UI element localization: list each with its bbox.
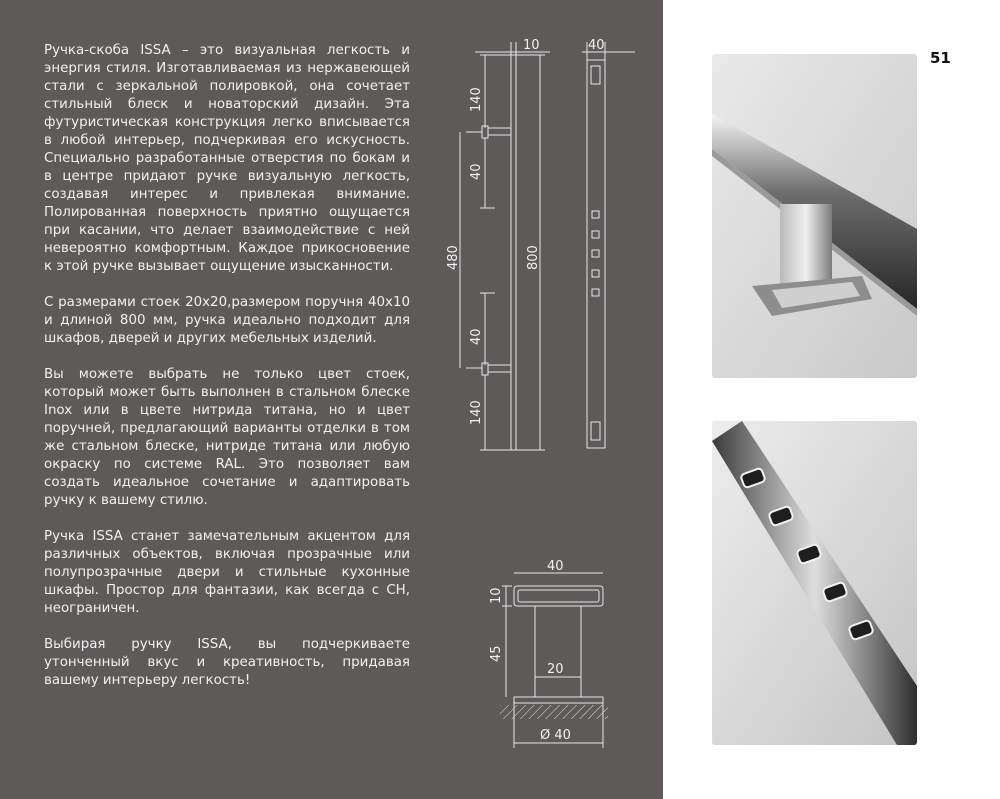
- dim-base-diameter: Ø 40: [540, 728, 571, 743]
- dim-front-width: 40: [588, 38, 605, 53]
- dim-bar-width: 40: [547, 559, 564, 574]
- description-text: [44, 42, 410, 708]
- handle-holes-photo: [712, 421, 917, 745]
- dim-center-distance: 480: [446, 245, 461, 270]
- paragraph-4: Ручка ISSA станет замечательным акцентом для различных объектов, включая прозрачные или полупрозрачные двери и стильные кухонные шкафы. Простор для фантазии, как всегда с CH, неограничен.: [44, 529, 410, 616]
- paragraph-1: Ручка-скоба ISSA – это визуальная легкость и энергия стиля. Изготавливаемая из нержавеющей стали с зеркальной полировкой, она сочетает стильный блеск и новаторский дизайн. Эта футуристическая конструкция легко вписывается в любой интерьер, подчеркивая его искусность. Специально разработанные отверстия по бокам и в центре придают ручке визуальную легкость, создавая интерес и привлекая внимание. Полированная поверхность приятно ощущается при касании, что делает взаимодействие с ней невероятно комфортным. Каждое прикосновение к этой ручке вызывает ощущение изысканности.: [44, 43, 410, 274]
- dim-offset-bottom: 140: [469, 400, 484, 425]
- dim-total-length: 800: [526, 245, 541, 270]
- dim-offset-top: 140: [469, 87, 484, 112]
- paragraph-5: Выбирая ручку ISSA, вы подчеркиваете утонченный вкус и креативность, придавая вашему интерьеру легкость!: [44, 637, 410, 688]
- dim-post-top: 40: [469, 163, 484, 180]
- paragraph-3: Вы можете выбрать не только цвет стоек, который может быть выполнен в стальном блеске Inox или в цвете нитрида титана, но и цвет поручней, предлагающий варианты отделки в том же стальном блеске, нитриде титана или любую окраску по системе RAL. Это позволяет вам создать идеальное сочетание и адаптировать ручку к вашему стилю.: [44, 367, 410, 508]
- cross-section-drawing: [480, 550, 620, 750]
- dim-bar-height: 10: [489, 587, 504, 604]
- page-number: 51: [930, 49, 951, 67]
- paragraph-2: С размерами стоек 20х20,размером поручня 40х10 и длиной 800 мм, ручка идеально подходит для шкафов, дверей и других мебельных изделий.: [44, 295, 410, 346]
- dim-post-bottom: 40: [469, 328, 484, 345]
- dim-top-width: 10: [523, 38, 540, 53]
- dim-post-width: 20: [547, 662, 564, 677]
- handle-post-photo: [712, 54, 917, 378]
- dim-post-height: 45: [489, 645, 504, 662]
- side-front-drawing: [440, 30, 660, 460]
